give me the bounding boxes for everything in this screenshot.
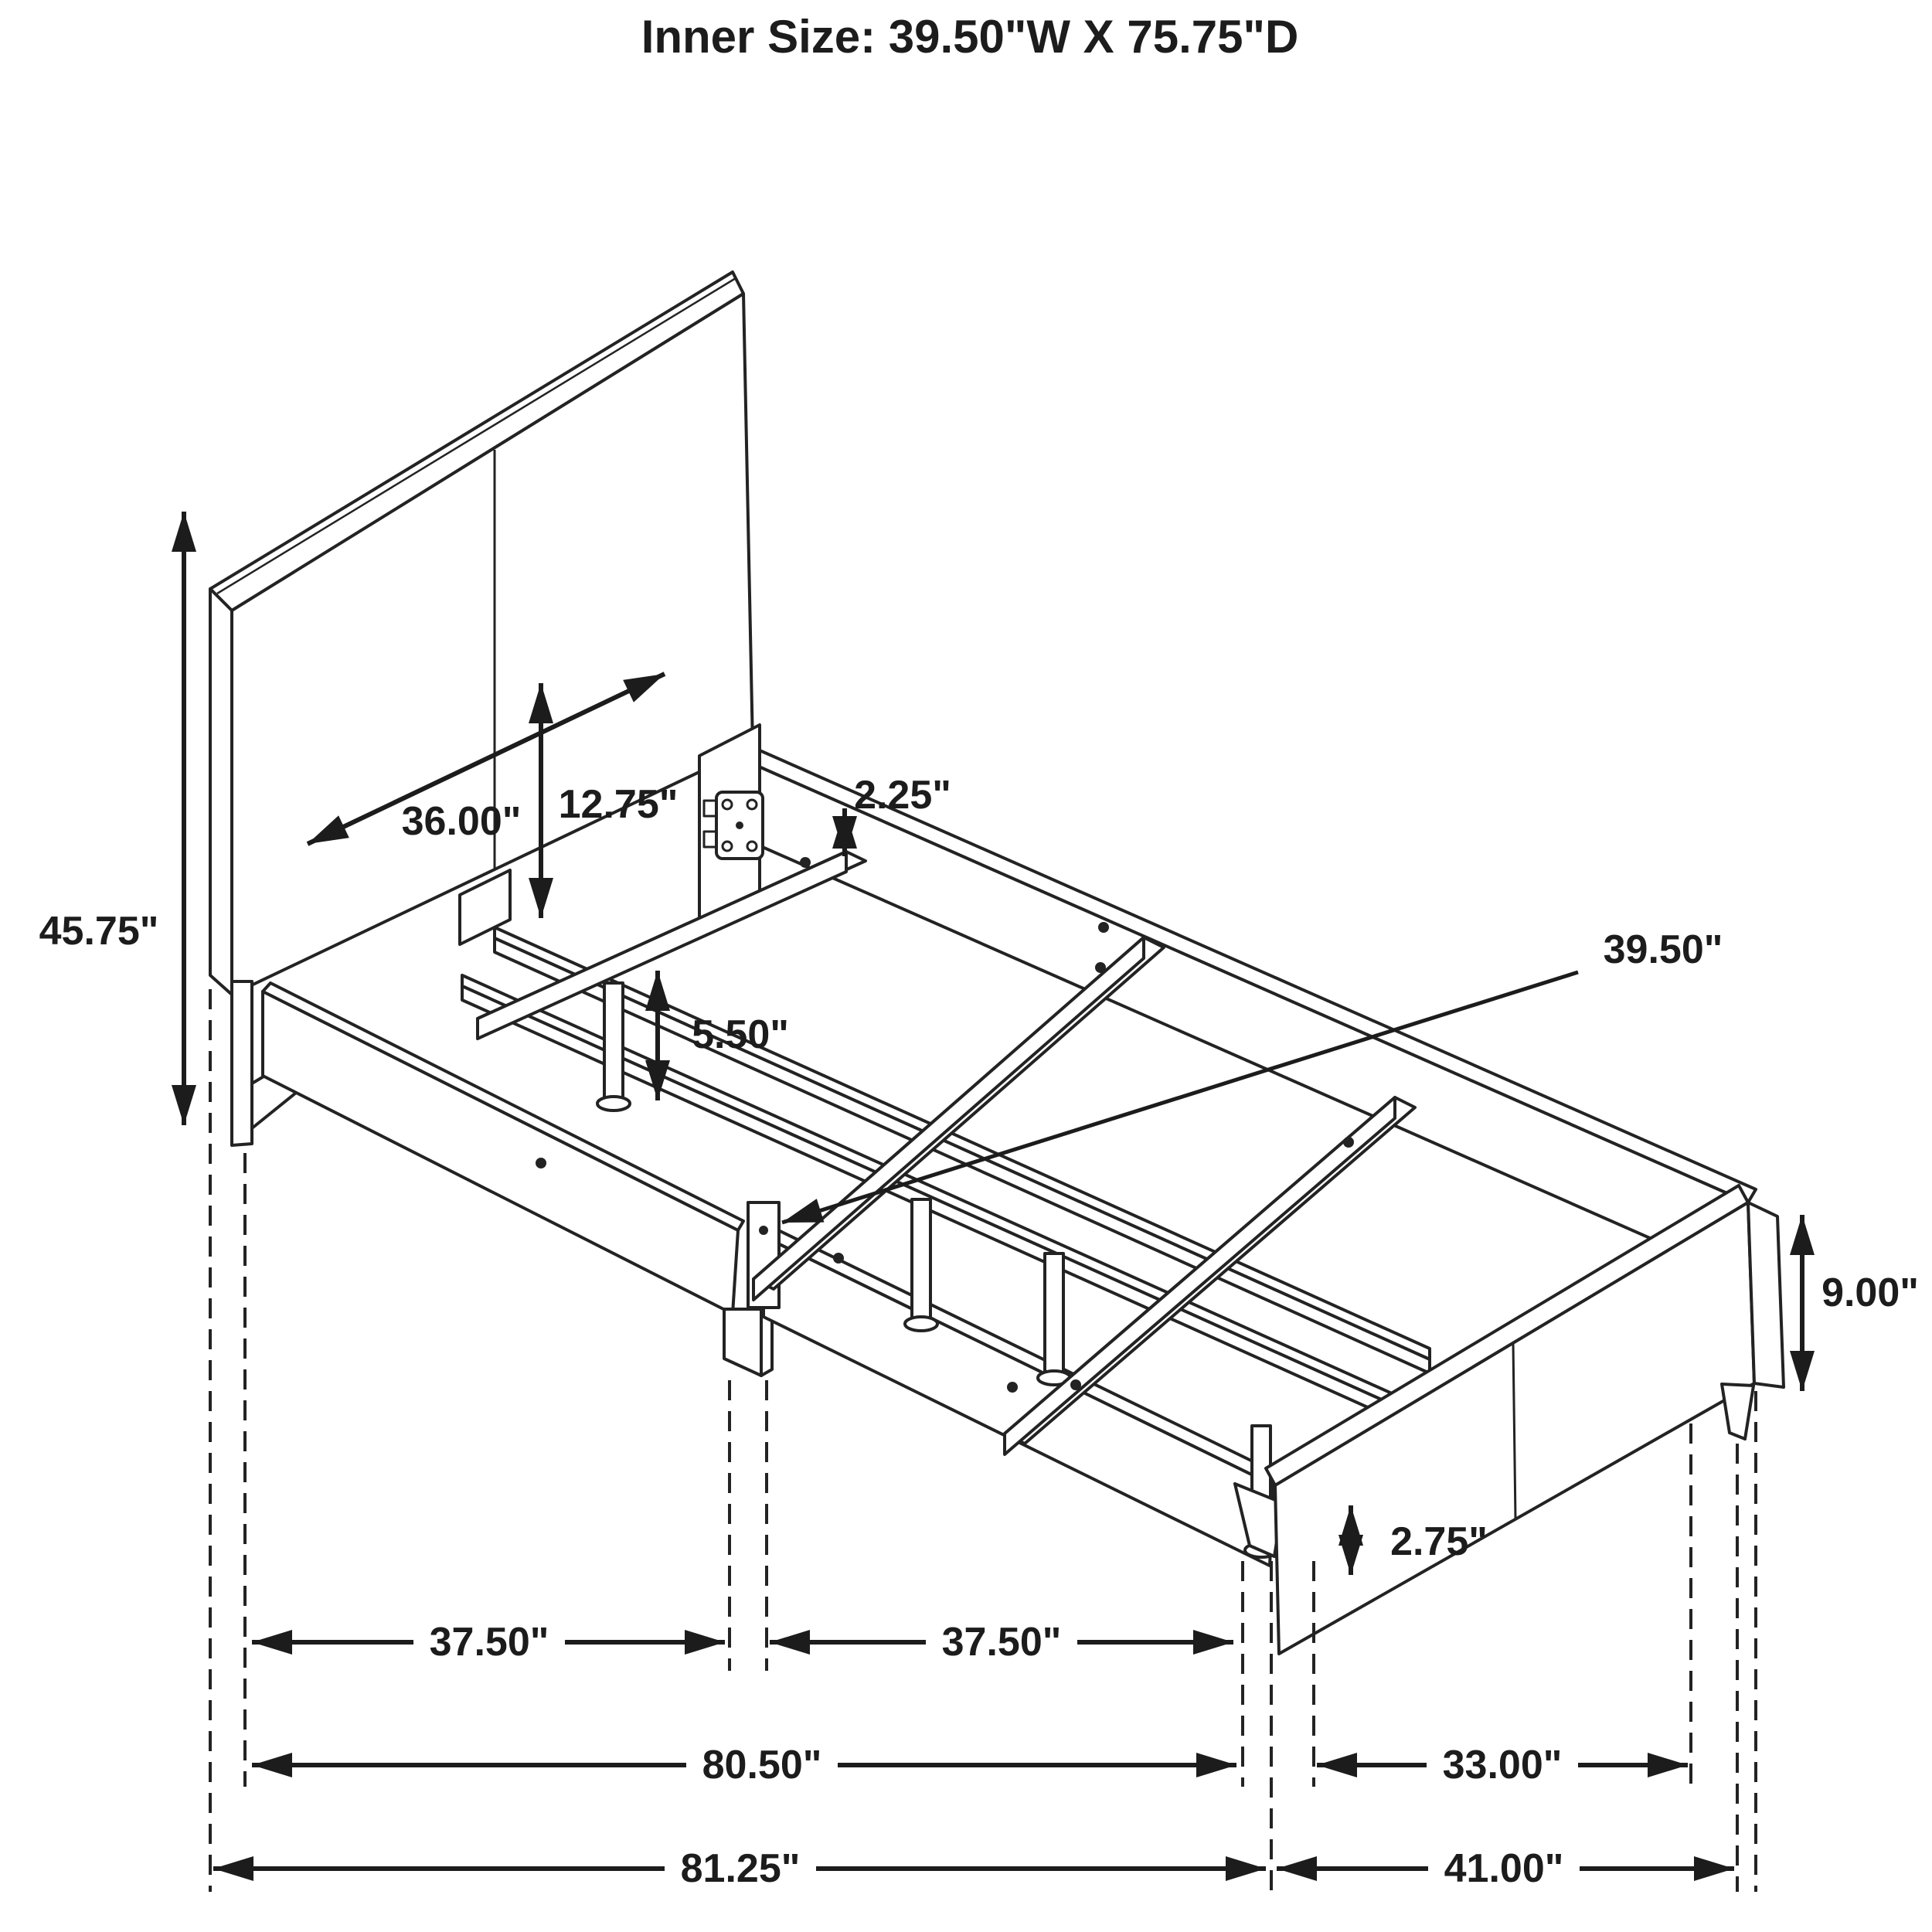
page-title: Inner Size: 39.50"W X 75.75"D [641, 11, 1299, 63]
footboard-right-end [1748, 1202, 1784, 1387]
dim-label-rail-overall: 80.50" [702, 1743, 822, 1787]
mid-support-leg [724, 1309, 761, 1376]
dim-label-footboard-inner-span: 33.00" [1442, 1743, 1563, 1787]
dim-label-frame-height: 9.00" [1821, 1270, 1919, 1315]
dim-row-3 [213, 1843, 1734, 1891]
dim-label-foot-leg-height: 2.75" [1390, 1519, 1488, 1564]
dim-label-panel-width: 36.00" [401, 799, 522, 844]
dim-label-headboard-height: 45.75" [39, 909, 159, 954]
dim-headboard-height [39, 512, 184, 1125]
headboard-left-edge [210, 589, 232, 995]
dim-frame-height [1802, 1215, 1919, 1391]
dim-rail-sections [252, 1617, 1233, 1665]
dim-label-rail-section-front: 37.50" [429, 1620, 549, 1665]
dim-row-2 [252, 1740, 1688, 1787]
dim-label-rail-section-rear: 37.50" [941, 1620, 1062, 1665]
dim-label-overall-length: 81.25" [680, 1846, 801, 1891]
dim-label-center-leg-height: 5.50" [692, 1012, 789, 1057]
dim-label-slat-length: 39.50" [1603, 927, 1723, 972]
foot-right-leg [1722, 1384, 1753, 1439]
headboard-left-post [232, 981, 252, 1145]
footboard [1266, 1185, 1784, 1654]
right-side-rail [733, 742, 1756, 1281]
dim-label-rail-gap: 2.25" [854, 773, 951, 818]
dim-label-headboard-clearance: 12.75" [558, 782, 679, 827]
dim-label-footboard-overall: 41.00" [1444, 1846, 1564, 1891]
